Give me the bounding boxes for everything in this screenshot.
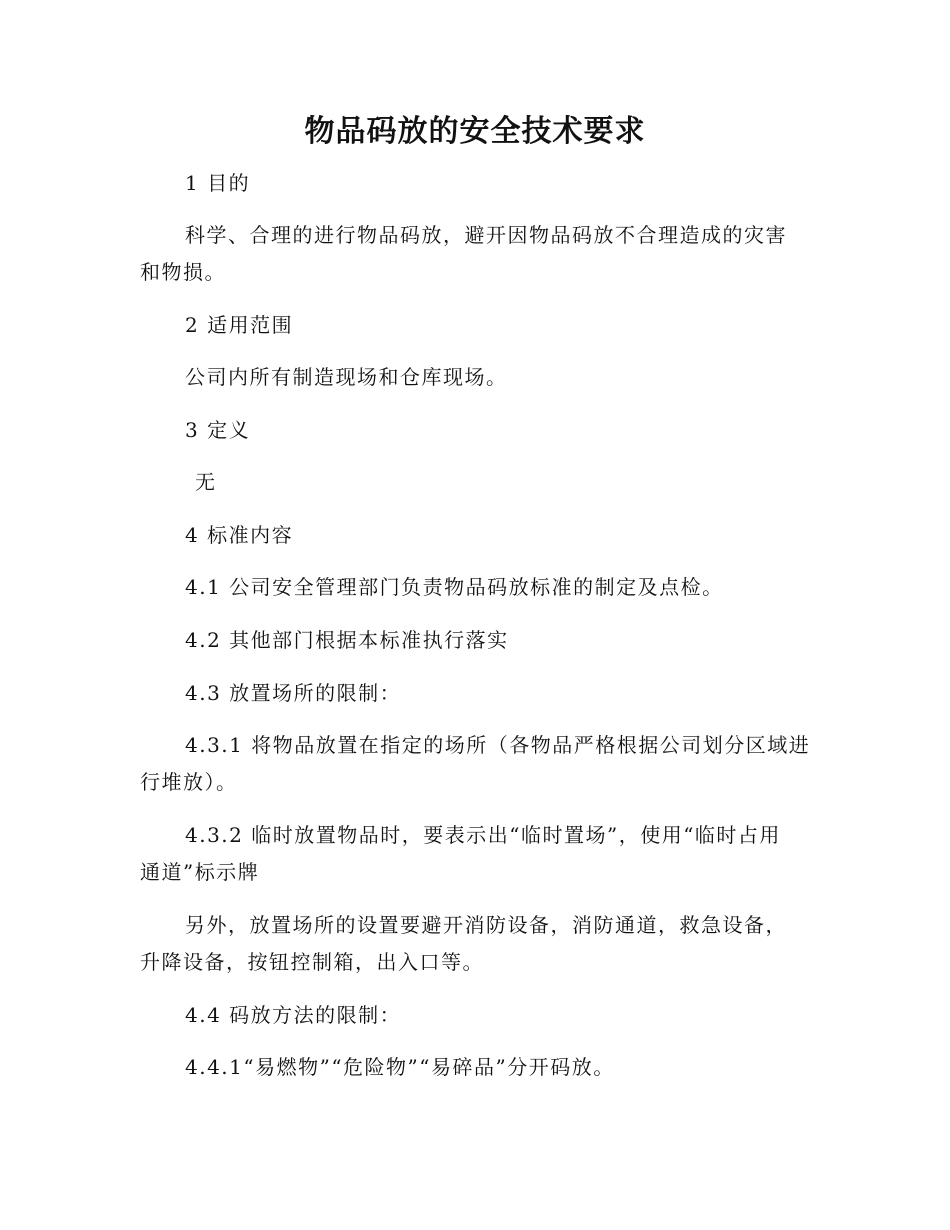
clause-4-1: 4.1 公司安全管理部门负责物品码放标准的制定及点检。 [185, 575, 724, 599]
clause-4-3-1-line-1: 4.3.1 将物品放置在指定的场所（各物品严格根据公司划分区域进 [185, 733, 811, 757]
purpose-paragraph-line-1: 科学、合理的进行物品码放，避开因物品码放不合理造成的灾害 [185, 223, 787, 247]
section-heading-standard-content: 4 标准内容 [185, 523, 294, 547]
definition-paragraph: 无 [195, 470, 217, 494]
note-paragraph-line-1: 另外，放置场所的设置要避开消防设备，消防通道，救急设备， [185, 913, 787, 937]
clause-4-3: 4.3 放置场所的限制： [185, 681, 402, 705]
clause-4-2: 4.2 其他部门根据本标准执行落实 [185, 628, 509, 652]
document-title: 物品码放的安全技术要求 [304, 114, 646, 149]
scope-paragraph: 公司内所有制造现场和仓库现场。 [185, 365, 508, 389]
section-heading-scope: 2 适用范围 [185, 313, 294, 337]
note-paragraph-line-2: 升降设备，按钮控制箱，出入口等。 [140, 950, 484, 974]
clause-4-4-1: 4.4.1“易燃物”“危险物”“易碎品”分开码放。 [185, 1055, 615, 1079]
purpose-paragraph-line-2: 和物损。 [140, 260, 226, 284]
section-heading-purpose: 1 目的 [185, 171, 251, 195]
clause-4-3-2-line-1: 4.3.2 临时放置物品时，要表示出“临时置场”，使用“临时占用 [185, 823, 781, 847]
clause-4-3-2-line-2: 通道”标示牌 [140, 860, 260, 884]
clause-4-4: 4.4 码放方法的限制： [185, 1003, 402, 1027]
section-heading-definition: 3 定义 [185, 418, 251, 442]
clause-4-3-1-line-2: 行堆放）。 [140, 770, 238, 794]
